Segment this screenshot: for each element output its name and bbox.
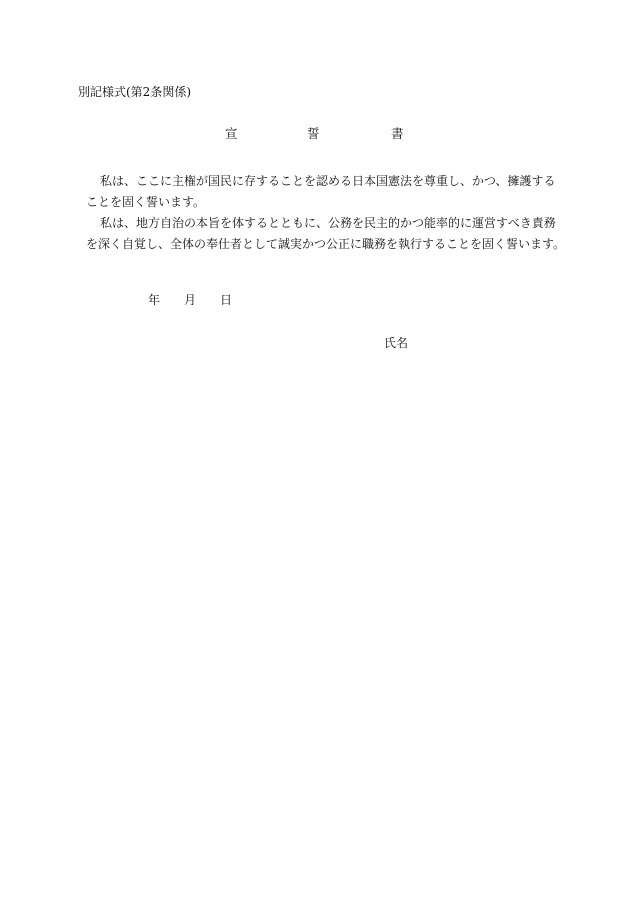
title-char-sei: 誓	[307, 126, 320, 141]
signature-name-label: 氏名	[384, 336, 409, 350]
paragraph-line: 私は、ここに主権が国民に存することを認める日本国憲法を尊重し、かつ、擁護する	[100, 174, 556, 188]
date-day-label: 日	[220, 293, 233, 307]
date-row	[0, 291, 630, 307]
paragraph-line: 私は、地方自治の本旨を体するとともに、公務を民主的かつ能率的に運営すべき責務	[100, 216, 556, 230]
title-char-sen: 宣	[225, 126, 238, 141]
document-title	[0, 124, 630, 142]
oath-paragraph-duty	[86, 213, 566, 255]
form-label: 別記様式(第2条関係)	[78, 85, 191, 99]
paragraph-line: を深く自覚し、全体の奉仕者として誠実かつ公正に職務を執行することを固く誓います。	[86, 237, 566, 251]
paragraph-line: ことを固く誓います。	[86, 195, 206, 209]
oath-paragraph-constitution	[86, 171, 556, 213]
date-month-label: 月	[184, 293, 197, 307]
date-year-label: 年	[148, 293, 161, 307]
title-char-sho: 書	[391, 126, 404, 141]
